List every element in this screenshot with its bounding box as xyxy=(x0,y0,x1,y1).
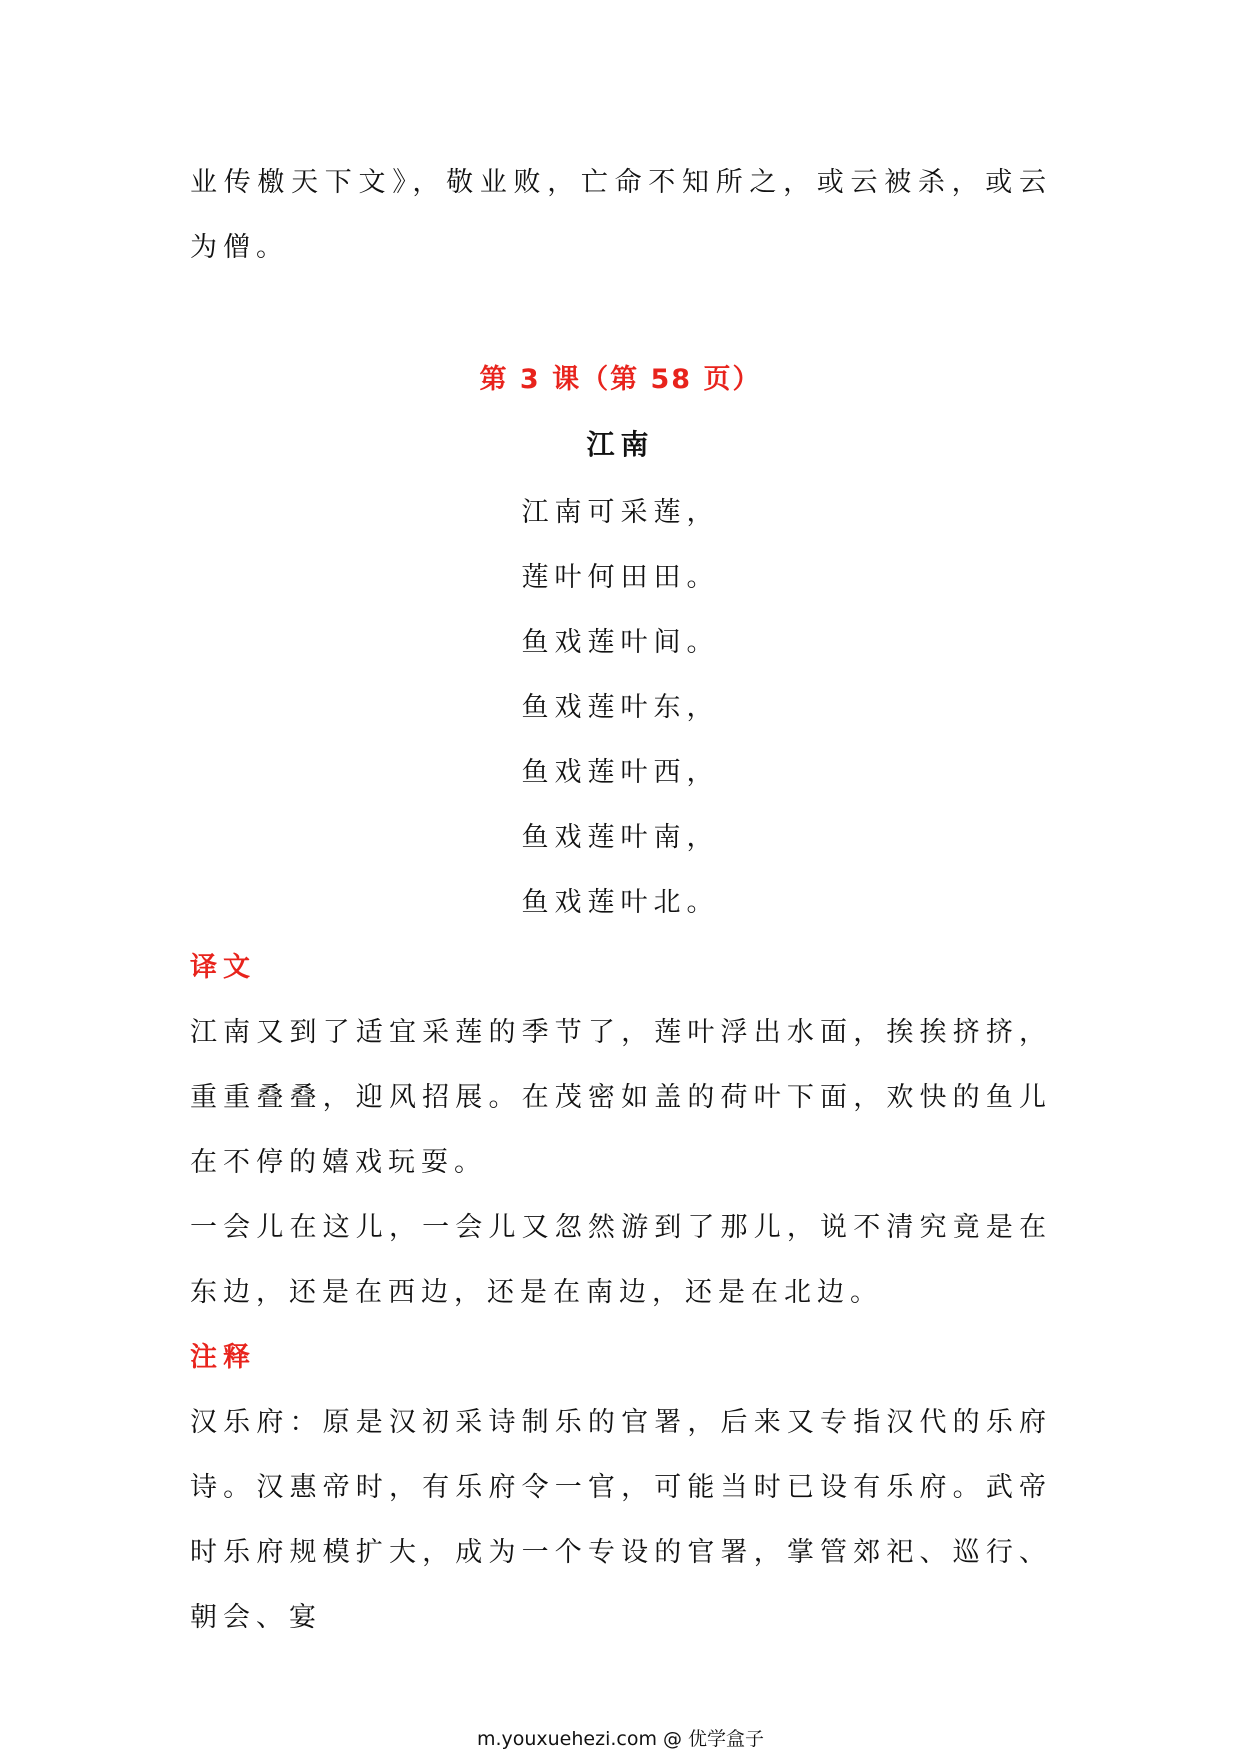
notes-heading: 注释 xyxy=(190,1342,256,1373)
poem-line: 鱼戏莲叶西， xyxy=(521,757,720,788)
translation-paragraph: 江南又到了适宜采莲的季节了，莲叶浮出水面，挨挨挤挤，重重叠叠，迎风招展。在茂密如盖的荷叶下面，欢快的鱼儿在不停的嬉戏玩耍。 xyxy=(190,1017,1052,1178)
poem-line: 江南可采莲， xyxy=(521,497,720,528)
continuation-paragraph: 业传檄天下文》，敬业败，亡命不知所之，或云被杀，或云为僧。 xyxy=(190,167,1052,263)
poem-line: 莲叶何田田。 xyxy=(521,562,720,593)
footer-watermark: m.youxuehezi.com @ 优学盒子 xyxy=(476,1728,765,1750)
poem-line: 鱼戏莲叶间。 xyxy=(521,627,720,658)
lesson-heading: 第 3 课（第 58 页） xyxy=(479,364,762,395)
poem-line: 鱼戏莲叶东， xyxy=(521,692,720,723)
translation-paragraph: 一会儿在这儿，一会儿又忽然游到了那儿，说不清究竟是在东边，还是在西边，还是在南边，还是在北边。 xyxy=(190,1212,1052,1308)
poem-title: 江南 xyxy=(586,428,655,461)
notes-paragraph: 汉乐府：原是汉初采诗制乐的官署，后来又专指汉代的乐府诗。汉惠帝时，有乐府令一官，可能当时已设有乐府。武帝时乐府规模扩大，成为一个专设的官署，掌管郊祀、巡行、朝会、宴 xyxy=(190,1407,1052,1633)
poem-line: 鱼戏莲叶南， xyxy=(521,822,720,853)
translation-heading: 译文 xyxy=(190,952,256,983)
poem-line: 鱼戏莲叶北。 xyxy=(521,887,720,918)
